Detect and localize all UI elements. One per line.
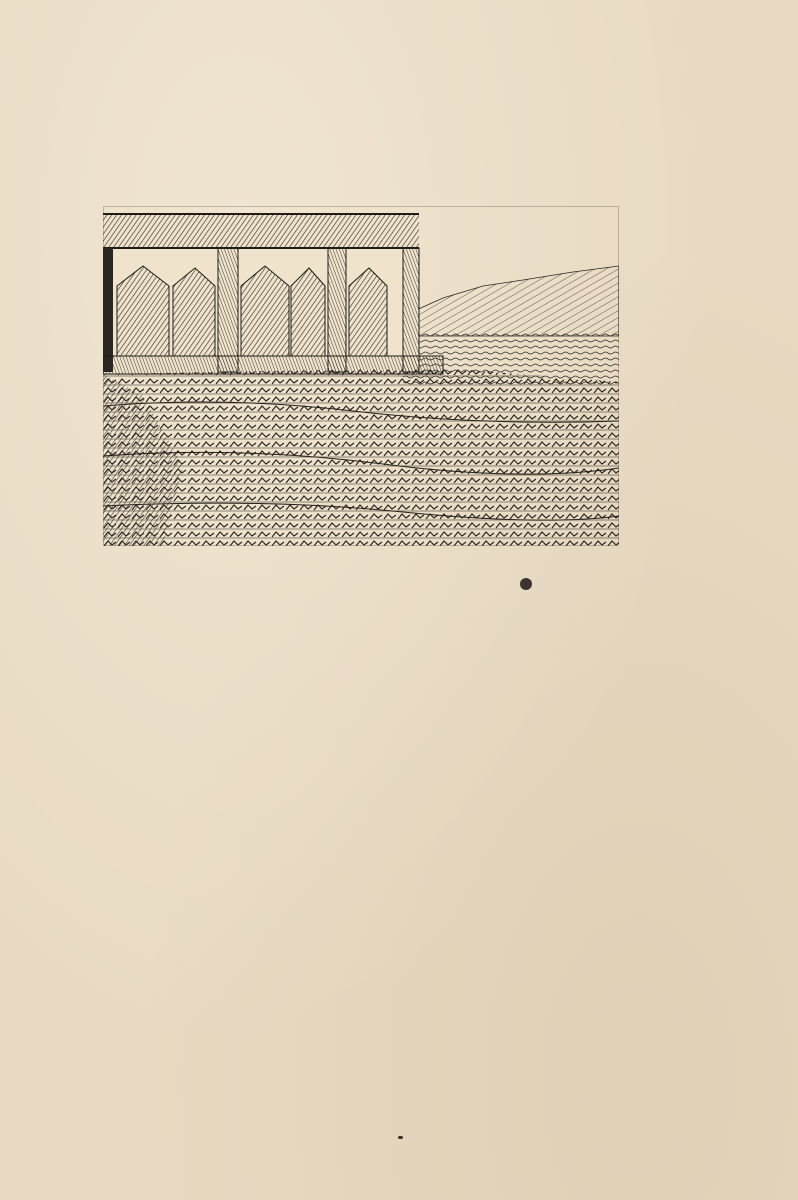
library-stamp-mark [520,578,532,590]
figure-ice-jam-illustration [103,206,619,546]
figure-caption [0,574,798,590]
figure-caption-text [389,574,409,589]
ink-speck [398,1136,403,1139]
